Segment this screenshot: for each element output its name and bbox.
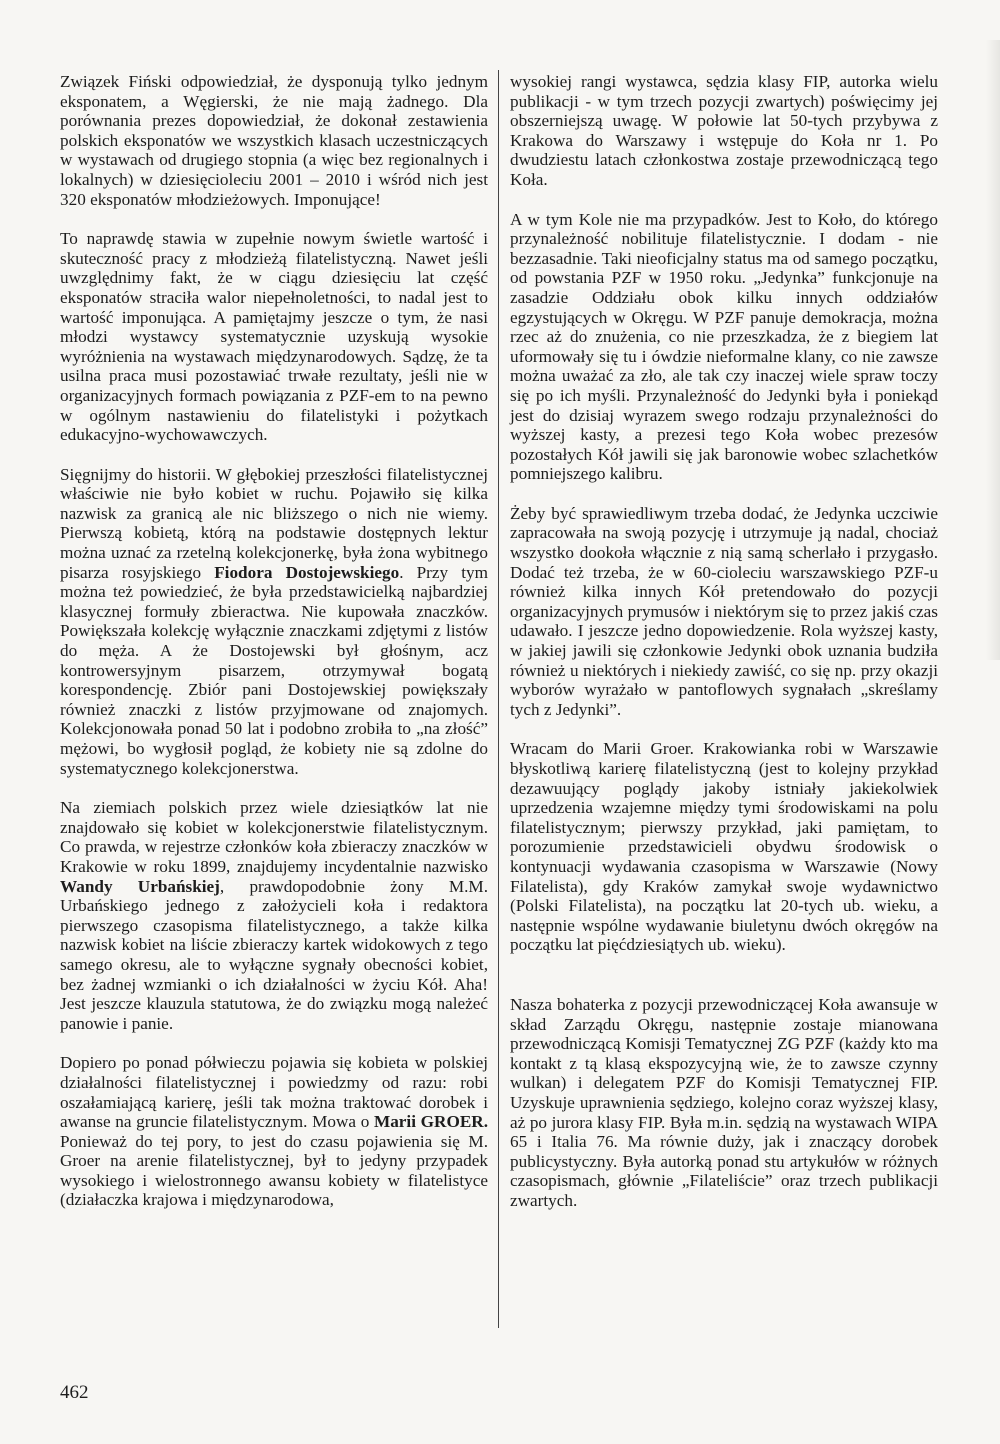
paragraph-text: A w tym Kole nie ma przypadków. Jest to Koło, do którego przynależność nobilituje filatelistycznie. I dodam - nie bezzasadnie. Taki nieoficjalny status ma od samego początku, od powstania PZF w 1950 roku. „Jedynka” funkcjonuje na zasadzie Oddziału obok kilku innych oddziałów egzystujących w Okręgu. W PZF panuje demokracja, można rzec aż do znużenia, co nie przeszkadza, że z biegiem lat uformowały się tu i ówdzie nieformalne klany, co nie zawsze można uważać za zło, ale tak czy inaczej wiele spraw toczy się po ich myśli. Przynależność do Jedynki była i poniekąd jest do dzisiaj wyrazem swego rodzaju przynależności do wyższej kasty, a prezesi tego Koła wobec prezesów pozostałych Kół jawili się jak baronowie wobec szlachetków pomniejszego kalibru. — [510, 209, 938, 484]
paragraph-text: Wracam do Marii Groer. Krakowianka robi w Warszawie błyskotliwą karierę filatelistyczną (jest to kolejny przykład dezawuujący poglądy jakoby istniały jakiekolwiek uprzedzenia wzajemne między tymi środowiskami na polu filatelistycznym; pierwszy przykład, jaki pamiętam, to porozumienie przedstawicieli obydwu środowisk o kontynuacji wydawania czasopisma w Warszawie (Nowy Filatelista), gdy Kraków zamykał swoje wydawnictwo (Polski Filatelista), na początku lat 20-tych ub. wieku, a następnie wspólne wydawanie biuletynu dwóch okręgów na początku lat pięćdziesiątych ub. wieku). — [510, 739, 938, 955]
scan-edge-shadow — [986, 40, 1000, 660]
paragraph — [60, 798, 488, 1033]
paragraph — [510, 995, 938, 1211]
paragraph — [510, 504, 938, 720]
paragraph-text: To naprawdę stawia w zupełnie nowym świetle wartość i skuteczność pracy z młodzieżą filatelistyczną. Nawet jeśli uwzględnimy fakt, że w ciągu dziesięciu lat część eksponatów straciła walor niepełnoletności, to nadal jest to wartość imponująca. A pamiętajmy jeszcze o tym, że nasi młodzi wystawcy systematycznie uzyskują wysokie wyróżnienia na wystawach międzynarodowych. Sądzę, że ta usilna praca musi pozostawiać trwałe rezultaty, jeśli nie w organizacyjnych formach powiązania z PZF-em to na pewno w ogólnym nastawieniu do filatelistyki i pożytkach edukacyjno-wychowawczych. — [60, 229, 488, 445]
page-number: 462 — [60, 1382, 89, 1403]
right-column — [510, 72, 938, 1228]
paragraph-text: Ponieważ do tej pory, to jest do czasu pojawienia się M. Groer na arenie filatelistycznej, był to jedyny przypadek wysokiego i wielostronnego awansu kobiety w filatelistyce (działaczka krajowa i międzynarodowa, — [60, 1131, 488, 1210]
paragraph-text: , prawdopodobnie żony M.M. Urbańskiego jednego z założycieli koła i redaktora pierwszego czasopisma filatelistycznego, a także kilka nazwisk kobiet na liście zbieraczy kartek widokowych z tego samego okresu, ale to wyłączne sygnały obecności kobiet, bez żadnej wzmianki o ich działalności w życiu Kół. Aha! Jest jeszcze klauzula statutowa, że do związku mogą należeć panowie i panie. — [60, 876, 488, 1033]
paragraph — [510, 210, 938, 484]
paragraph-text: . Przy tym można też powiedzieć, że była przedstawicielką najbardziej klasycznej formuły zbieractwa. Nie kupowała znaczków. Powiększała kolekcję wyłącznie znaczkami zdjętymi z listów do męża. A że Dostojewski był głośnym, acz kontrowersyjnym pisarzem, otrzymywał bogatą korespondencję. Zbiór pani Dostojewskiej powiększały również znaczki z listów przyjmowane od znajomych. Kolekcjonowała ponad 50 lat i podobno zrobiła to „na złość” mężowi, bo wygłosił pogląd, że kobiety nie są zdolne do systematycznego kolekcjonerstwa. — [60, 562, 488, 778]
paragraph-text: wysokiej rangi wystawca, sędzia klasy FIP, autorka wielu publikacji - w tym trzech pozycji zwartych) poświęcimy jej obszerniejszą uwagę. W połowie lat 50-tych przybywa z Krakowa do Warszawy i wstępuje do Koła nr 1. Po dwudziestu latach członkostwa zostaje przewodniczącą tego Koła. — [510, 72, 938, 189]
paragraph-text: Związek Fiński odpowiedział, że dysponują tylko jednym eksponatem, a Węgierski, że nie mają żadnego. Dla porównania prezes dopowiedział, że dokonał zestawienia polskich eksponatów we wszystkich klasach uczestniczących w wystawach od drugiego stopnia (a więc bez regionalnych i lokalnych) w dziesięcioleciu 2001 – 2010 i wśród nich jest 320 eksponatów młodzieżowych. Imponujące! — [60, 72, 488, 209]
paragraph — [60, 229, 488, 445]
paragraph — [60, 72, 488, 209]
column-divider — [498, 70, 499, 1328]
paragraph — [510, 739, 938, 955]
bold-name: Fiodora Dostojewskiego — [214, 562, 400, 582]
paragraph-text: Dopiero po ponad półwieczu pojawia się kobieta w polskiej działalności filatelistycznej i powiedzmy od razu: robi oszałamiającą karierę, jeśli tak można traktować dorobek i awanse na gruncie filatelistycznym. Mowa o — [60, 1053, 488, 1132]
paragraph-text: Sięgnijmy do historii. W głębokiej przeszłości filatelistycznej właściwie nie było kobiet w ruchu. Pojawiło się kilka nazwisk za granicą ale nic bliższego o nich nie wiemy. Pierwszą kobietą, którą na podstawie dostępnych lektur można uznać za rzetelną kolekcjonerkę, była żona wybitnego pisarza rosyjskiego — [60, 464, 488, 582]
paragraph — [510, 72, 938, 190]
bold-name: Wandy Urbańskiej — [60, 876, 220, 896]
paragraph-text: Żeby być sprawiedliwym trzeba dodać, że Jedynka uczciwie zapracowała na swoją pozycję i utrzymuje ją nadal, chociaż wszystko dookoła włącznie z nią samą scherlało i przygasło. Dodać też trzeba, że w 60-cioleciu warszawskiego PZF-u również kilka innych Kół pretendowało do pozycji organizacyjnych prymusów i niektórym się to przez jakiś czas udawało. I jeszcze jedno dopowiedzenie. Rola wyższej kasty, w jakiej jawili się członkowie Jedynki obok uznania budziła również u niektórych i niekiedy zawiść, co się np. przy okazji wyborów wyrażało w pantoflowych sygnałach „skreślamy tych z Jedynki”. — [510, 503, 938, 719]
paragraph-text: Nasza bohaterka z pozycji przewodniczącej Koła awansuje w skład Zarządu Okręgu, następnie zostaje mianowana przewodniczącą Komisji Tematycznej ZG PZF (każdy kto ma kontakt z tą klasą ekspozycyjną wie, że to zawsze czynny wulkan) i delegatem PZF do Komisji Tematycznej FIP. Uzyskuje uprawnienia sędziego, kolejno coraz wyższej klasy, aż po jurora klasy FIP. Była m.in. sędzią na wystawach WIPA 65 i Italia 76. Ma równie duży, jak i znaczący dorobek publicystyczny. Była autorką ponad stu artykułów w różnych czasopismach, głównie „Filateliście” oraz trzech publikacji zwartych. — [510, 994, 938, 1210]
paragraph — [60, 465, 488, 779]
paragraph — [60, 1053, 488, 1210]
left-column — [60, 72, 488, 1228]
paragraph-text: Na ziemiach polskich przez wiele dziesiątków lat nie znajdowało się kobiet w kolekcjonerstwie filatelistycznym. Co prawda, w rejestrze członków koła zbieraczy znaczków w Krakowie w roku 1899, znajdujemy incydentalnie nazwisko — [60, 798, 488, 876]
bold-name: Marii GROER. — [373, 1112, 488, 1132]
